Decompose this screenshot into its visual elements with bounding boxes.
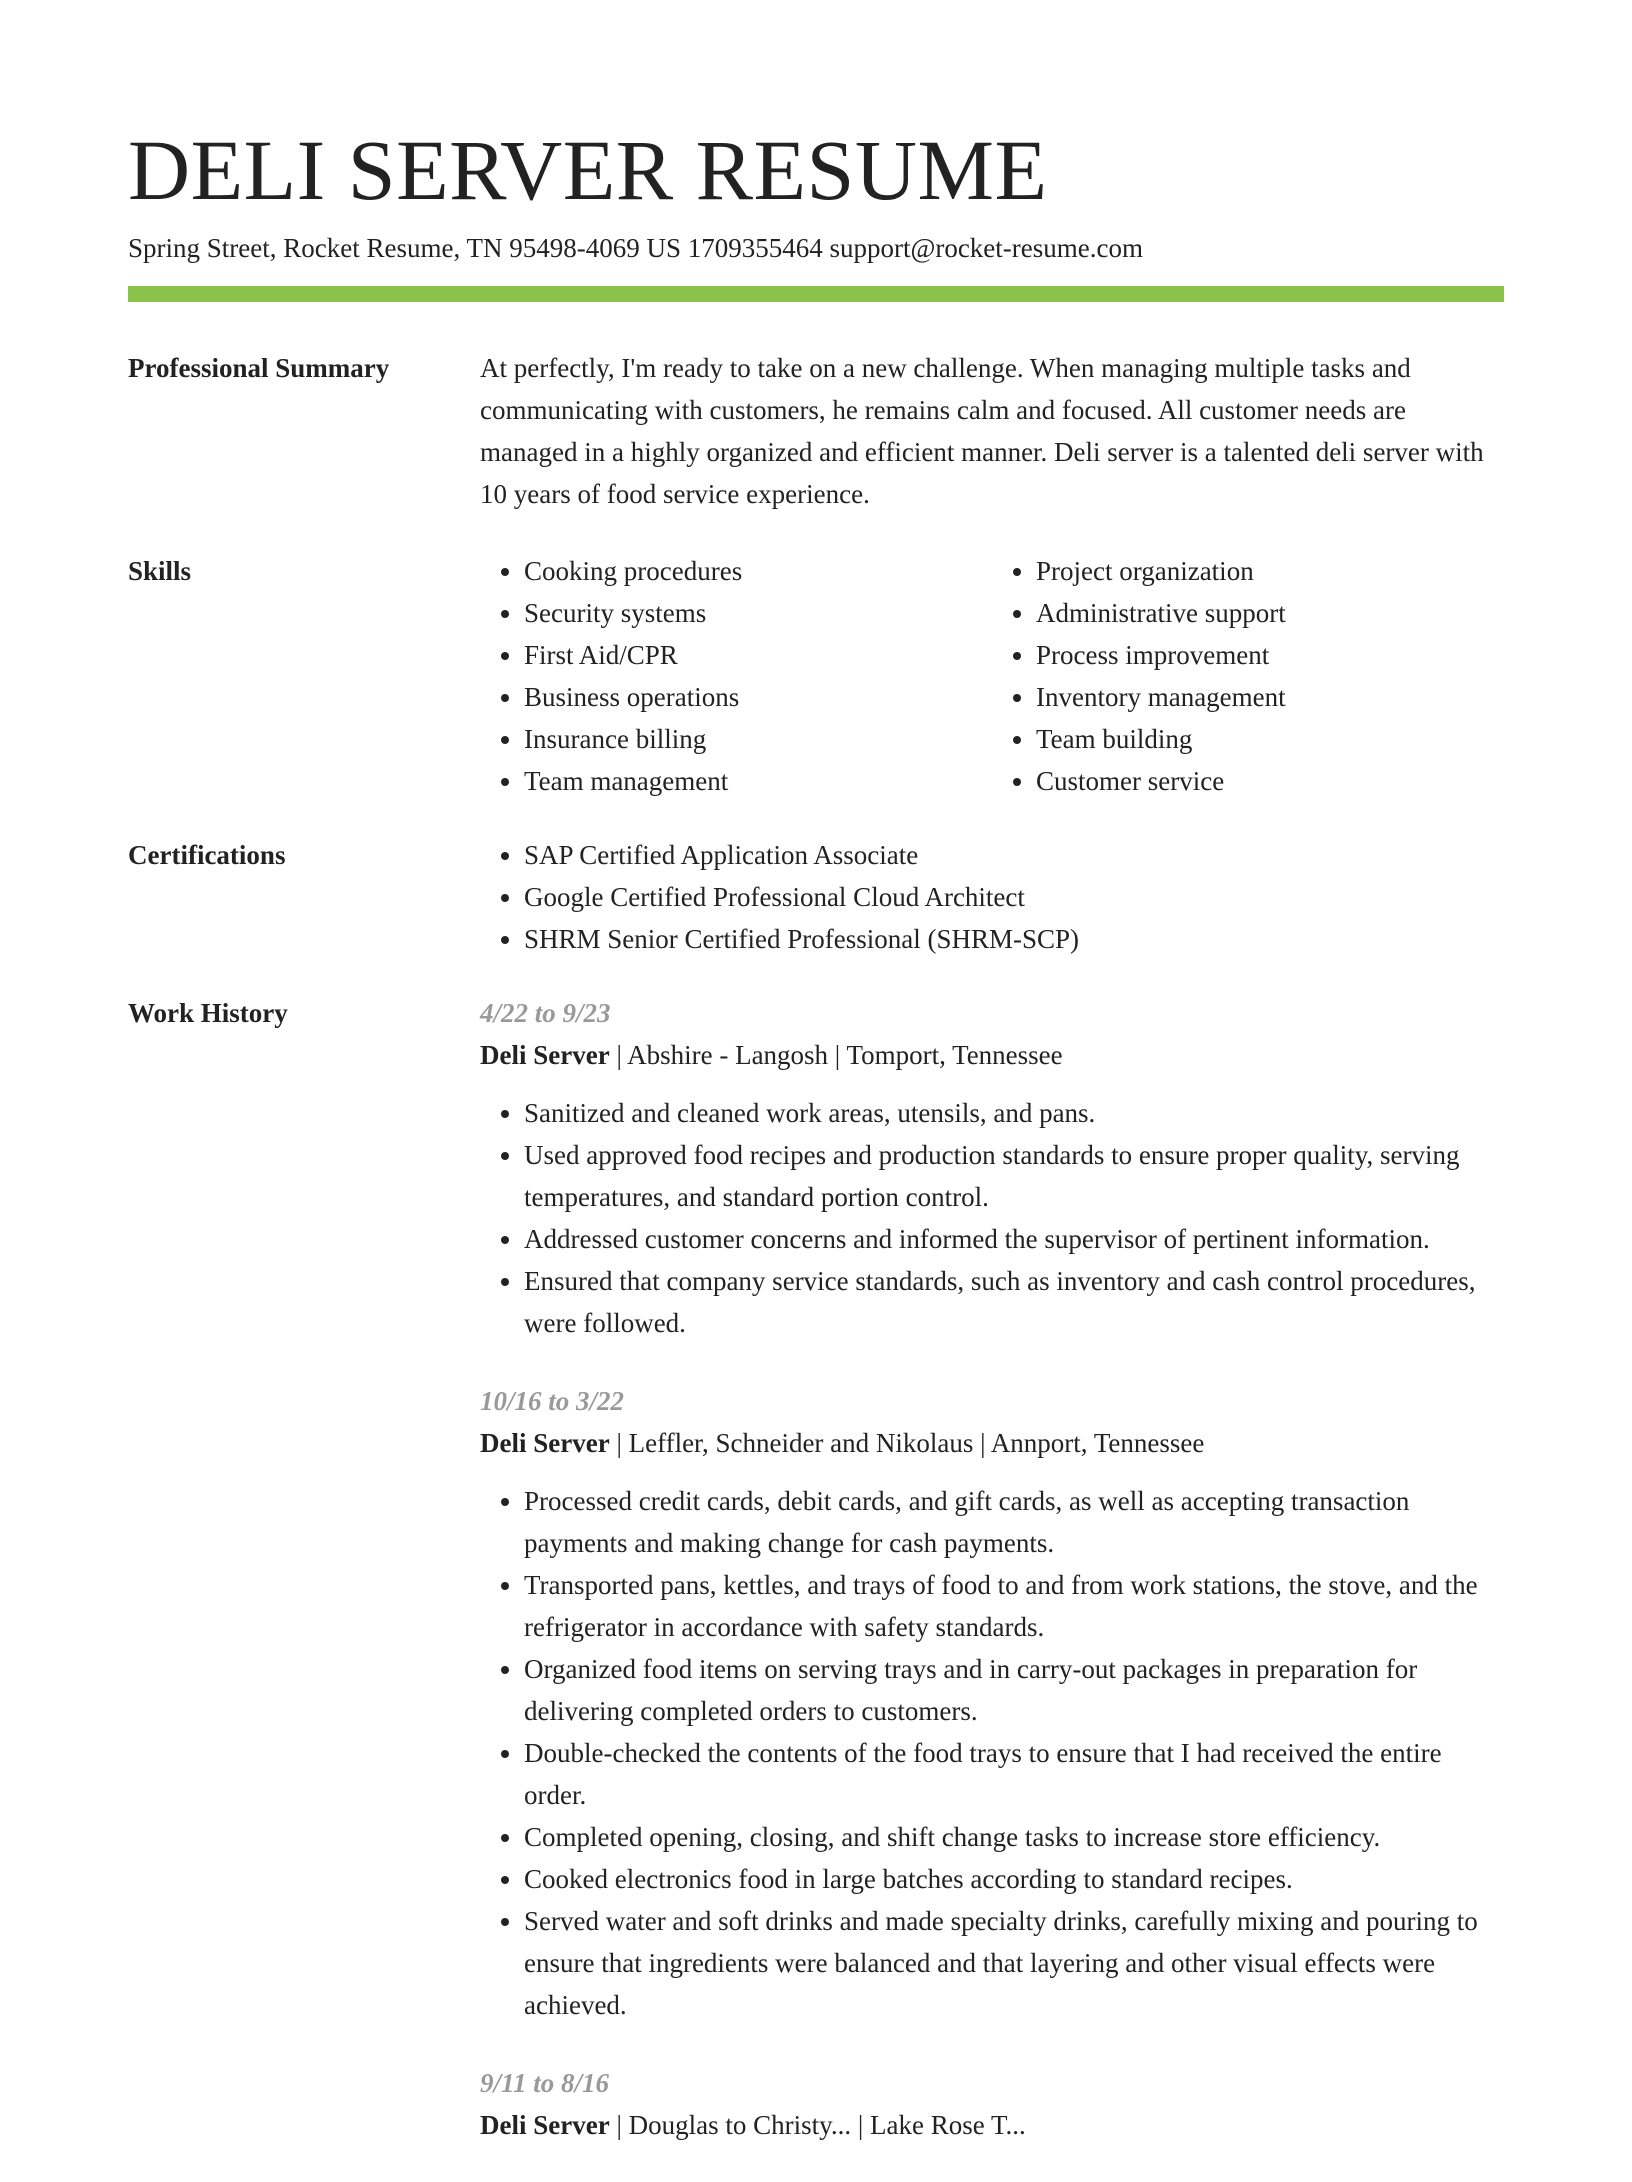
skill-item: • Process improvement [1036,634,1504,676]
skill-item: • Team building [1036,718,1504,760]
summary-body [480,347,1504,515]
job-title: Deli Server [480,1428,610,1458]
job-duty: • Used approved food recipes and production standards to ensure proper quality, serving temperatures, and standard portion control. [524,1134,1504,1218]
certification-item: • Google Certified Professional Cloud Architect [524,876,1504,918]
skills-list-right [992,550,1504,802]
job-entry [480,2062,1504,2146]
job-duty: • Transported pans, kettles, and trays of food to and from work stations, the stove, and the refrigerator in accordance with safety standards. [524,1564,1504,1648]
job-duty: • Ensured that company service standards, such as inventory and cash control procedures, were followed. [524,1260,1504,1344]
certifications-body [480,834,1504,960]
job-heading [480,1422,1504,1464]
job-entry [480,1380,1504,2026]
job-duty: • Served water and soft drinks and made specialty drinks, carefully mixing and pouring to ensure that ingredients were balanced and that layering and other visual effects were achieved. [524,1900,1504,2026]
job-duty: • Completed opening, closing, and shift change tasks to increase store efficiency. [524,1816,1504,1858]
skill-item: • Inventory management [1036,676,1504,718]
job-duty: • Processed credit cards, debit cards, and gift cards, as well as accepting transaction payments and making change for cash payments. [524,1480,1504,1564]
job-employer-location: | Leffler, Schneider and Nikolaus | Annport, Tennessee [609,1428,1205,1458]
certifications-heading: Certifications [128,840,286,870]
job-heading [480,1034,1504,1076]
job-duty: • Double-checked the contents of the food trays to ensure that I had received the entire order. [524,1732,1504,1816]
work-history-body [480,992,1504,2182]
skills-list-left [480,550,992,802]
skill-item: • Business operations [524,676,992,718]
resume-title: DELI SERVER RESUME [128,122,1048,218]
job-employer-location: | Abshire - Langosh | Tomport, Tennessee [609,1040,1063,1070]
certification-item: • SHRM Senior Certified Professional (SHRM-SCP) [524,918,1504,960]
skills-heading: Skills [128,556,192,586]
skills-body [480,550,1504,802]
skill-item: • Project organization [1036,550,1504,592]
skill-item: • Administrative support [1036,592,1504,634]
skill-item: • Security systems [524,592,992,634]
job-heading [480,2104,1504,2146]
job-title: Deli Server [480,2110,610,2140]
job-duty: • Organized food items on serving trays and in carry-out packages in preparation for delivering completed orders to customers. [524,1648,1504,1732]
summary-text: At perfectly, I'm ready to take on a new challenge. When managing multiple tasks and communicating with customers, he remains calm and focused. All customer needs are managed in a highly organized and efficient manner. Deli server is a talented deli server with 10 years of food service experience. [480,353,1484,509]
skill-item: • First Aid/CPR [524,634,992,676]
certifications-list [480,834,1504,960]
job-employer-location: | Douglas to Christy... | Lake Rose T... [609,2110,1026,2140]
job-dates: 9/11 to 8/16 [480,2068,610,2098]
job-title: Deli Server [480,1040,610,1070]
work-history-heading: Work History [128,998,288,1028]
job-duty: • Cooked electronics food in large batches according to standard recipes. [524,1858,1504,1900]
header-divider [128,286,1504,302]
skill-item: • Cooking procedures [524,550,992,592]
job-entry [480,992,1504,1344]
contact-line: Spring Street, Rocket Resume, TN 95498-4069 US 1709355464 support@rocket-resume.com [128,233,1143,263]
skill-item: • Customer service [1036,760,1504,802]
job-dates: 4/22 to 9/23 [480,998,611,1028]
job-duty: • Addressed customer concerns and informed the supervisor of pertinent information. [524,1218,1504,1260]
skill-item: • Team management [524,760,992,802]
job-duties-list [480,1092,1504,1344]
job-duties-list [480,1480,1504,2026]
job-dates: 10/16 to 3/22 [480,1386,625,1416]
skill-item: • Insurance billing [524,718,992,760]
job-duty: • Sanitized and cleaned work areas, utensils, and pans. [524,1092,1504,1134]
summary-heading: Professional Summary [128,353,390,383]
certification-item: • SAP Certified Application Associate [524,834,1504,876]
